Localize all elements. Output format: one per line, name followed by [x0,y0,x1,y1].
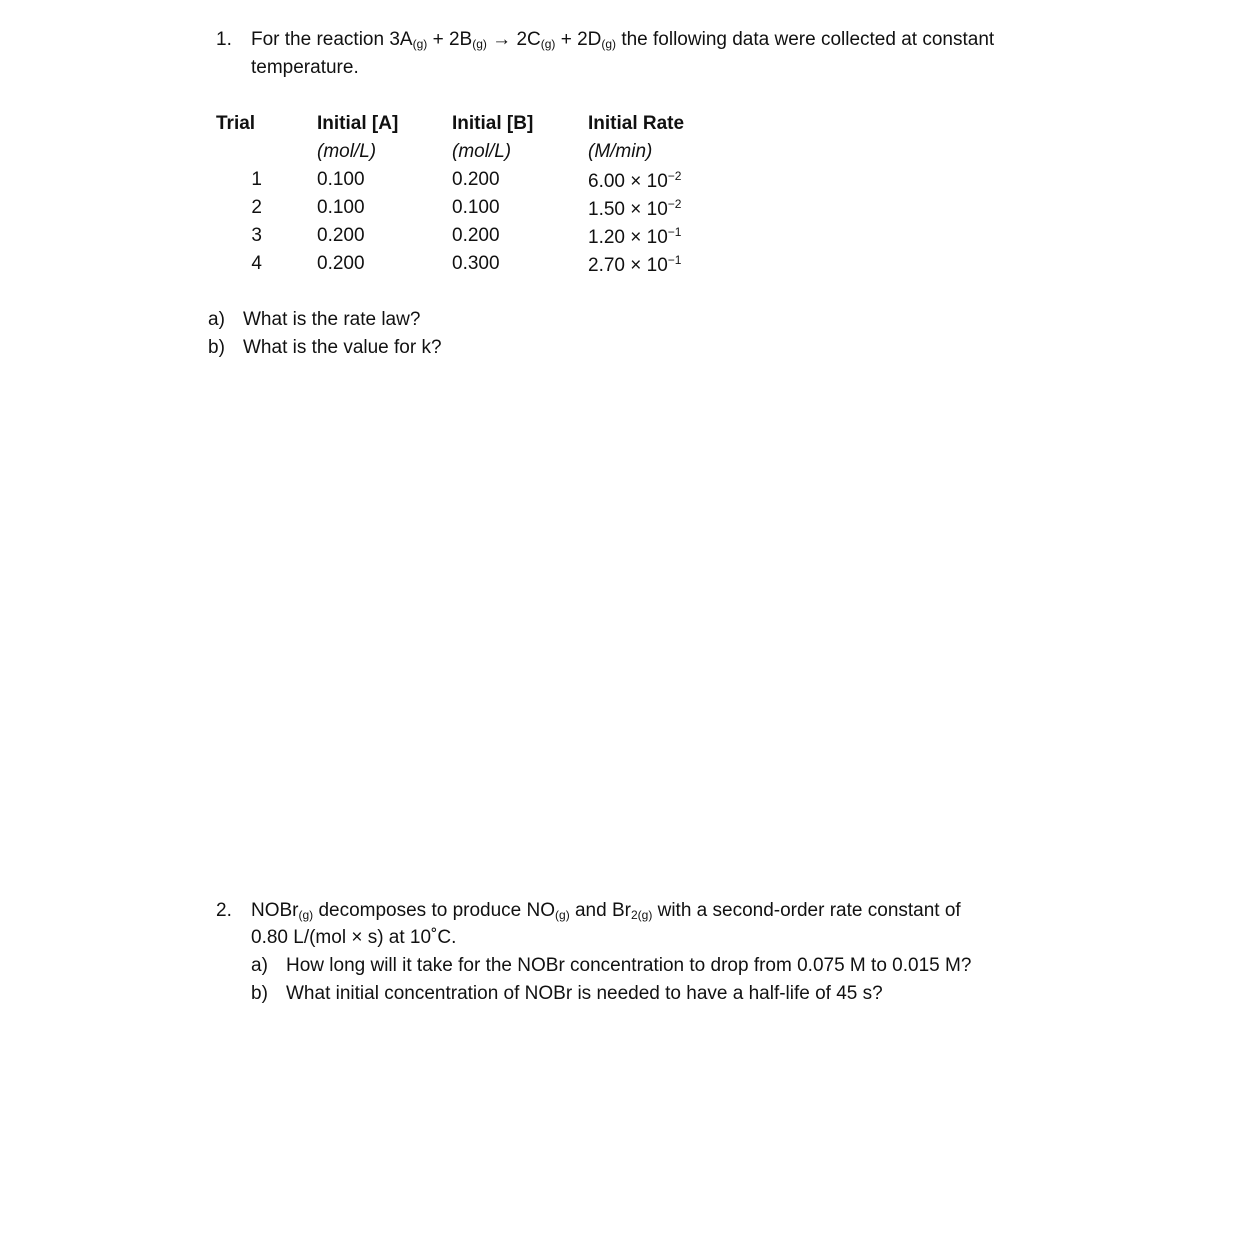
q1-number: 1. [216,29,232,50]
table-cell-b: 0.200 [452,225,500,246]
q1-statement-line2: temperature. [251,57,359,78]
q1-intro: For the reaction [251,29,385,50]
q1-part-a-label: a) [208,309,225,330]
species-d: $2D_{(g)}$ [577,29,617,51]
q2-part-a-label: a) [251,955,268,976]
header-initial-rate: Initial Rate [588,113,685,134]
reaction-arrow: → [492,29,512,50]
q1-part-b-text: What is the value for k? [243,337,442,358]
unit-rate: (M/min) [588,141,653,162]
table-row-trial: 1 [251,169,262,190]
q2-number: 2. [216,900,232,921]
species-b: $2B_{(g)}$ [448,29,487,51]
q2-statement-line2: 0.80 L/(mol × s) at 10˚C. [251,927,457,948]
q1-part-b-label: b) [208,337,225,358]
table-cell-a: 0.100 [317,169,365,190]
table-cell-a: 0.200 [317,225,365,246]
q2-statement-line1: NOBr$_{(g)}$ decomposes to produce $NO_{(g)}$ and $Br_{2(g)}$ with a second-order rate constant of [251,900,961,922]
q1-tail: the following data were collected at constant [621,29,995,50]
species-c: $2C_{(g)}$ [516,29,556,51]
q1-part-a-text: What is the rate law? [243,309,421,330]
q2-part-b-text: What initial concentration of NOBr is needed to have a half-life of 45 s? [286,983,883,1004]
table-row-trial: 4 [251,253,262,274]
header-trial: Trial [216,113,256,134]
unit-a: (mol/L) [317,141,377,162]
q2-part-b-label: b) [251,983,268,1004]
table-row-trial: 3 [251,225,262,246]
header-initial-b: Initial [B] [452,113,534,134]
table-cell-rate: $2.70 \times 10^{-1}$ [588,253,682,276]
table-cell-rate: $6.00 \times 10^{-2}$ [588,169,682,192]
table-cell-a: 0.100 [317,197,365,218]
header-initial-a: Initial [A] [317,113,399,134]
table-cell-b: 0.200 [452,169,500,190]
table-cell-rate: $1.50 \times 10^{-2}$ [588,197,682,220]
unit-b: (mol/L) [452,141,512,162]
q2-part-a-text: How long will it take for the NOBr concentration to drop from 0.075 M to 0.015 M? [286,955,972,976]
q1-statement-line1: For the reaction $3A_{(g)} + 2B_{(g)} \to 2C_{(g)} + 2D_{(g)}$ the following data were collected at constant [251,29,995,51]
table-cell-b: 0.100 [452,197,500,218]
table-cell-b: 0.300 [452,253,500,274]
table-cell-a: 0.200 [317,253,365,274]
species-a: $3A_{(g)}$ [389,29,428,51]
table-cell-rate: $1.20 \times 10^{-1}$ [588,225,682,248]
table-row-trial: 2 [251,197,262,218]
